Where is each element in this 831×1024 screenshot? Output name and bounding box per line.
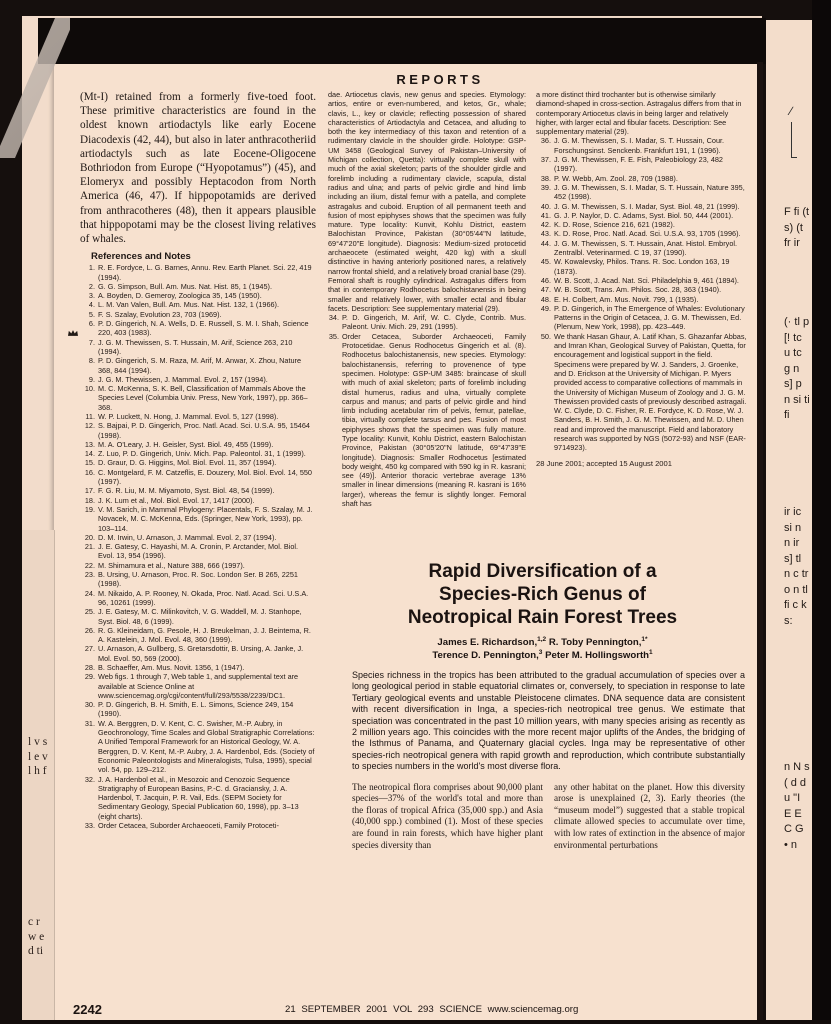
right-page-rule — [791, 122, 792, 158]
reference-number: 31. — [84, 718, 95, 728]
reference-number: 42. — [540, 220, 551, 230]
reference-number: 46. — [540, 275, 551, 285]
right-page-fragment-top: F fi (t s) (t fr ir — [784, 206, 810, 249]
reference-number: 12. — [84, 421, 95, 431]
reference-text: V. M. Sarich, in Mammal Phylogeny: Placentals, F. S. Szalay, M. J. Novacek, M. C. McKenna, Eds. (Springer, New York, 1993), pp. 103–114. — [98, 504, 313, 533]
reference-number: 18. — [84, 495, 95, 505]
reference-item — [80, 375, 316, 384]
reference-item — [536, 295, 748, 304]
page-number: 2242 — [73, 1002, 102, 1017]
reference-number: 43. — [540, 229, 551, 239]
reference-number: 26. — [84, 625, 95, 635]
reference-text: P. W. Webb, Am. Zool. 28, 709 (1988). — [554, 173, 678, 183]
reference-number: 27. — [84, 644, 95, 654]
reference-item — [536, 136, 748, 155]
reference-number: 24. — [84, 588, 95, 598]
reference-item — [328, 332, 526, 509]
reference-text: M. Shimamura et al., Nature 388, 666 (1997). — [98, 560, 245, 570]
article-body-left: The neotropical flora comprises about 90,000 plant species—37% of the world's total and more than the floras of tropical Africa (35,000 spp.) and Asia (40,000 spp.) combined (1). Most of these species are found in rain forests, which have higher plant species diversity than — [352, 781, 543, 850]
references-list-right — [536, 136, 748, 452]
page-gutter-edge — [757, 62, 763, 1024]
reference-number: 48. — [540, 294, 551, 304]
reference-text: G. G. Simpson, Bull. Am. Mus. Nat. Hist. 85, 1 (1945). — [98, 281, 272, 291]
reference-item — [80, 663, 316, 672]
crown-mark-icon — [68, 330, 78, 336]
author-name: James E. Richardson, — [437, 637, 538, 648]
reference-item — [80, 300, 316, 309]
reference-text: C. Montgelard, F. M. Catzeflis, E. Douzery, Mol. Biol. Evol. 14, 550 (1997). — [98, 467, 312, 487]
reference-item — [536, 211, 748, 220]
reference-item — [80, 468, 316, 487]
reference-text: W. B. Scott, Trans. Am. Philos. Soc. 28, 363 (1940). — [554, 285, 722, 295]
reference-item — [536, 183, 748, 202]
reference-text: W. A. Berggren, D. V. Kent, C. C. Swisher, M.-P. Aubry, in Geochronology, Time Scales and Global Stratigraphic Correlations: A Unified Temporal Framework for an Historical Geology, W. A. Berggren, D. V. Kent, M.-P. Aubry, J. A. Hardenbol, Eds. (Society of Economic Paleontologists and Mineralogists, Tulsa, 1995), special vol. 54, pp. 129–212. — [98, 718, 315, 775]
reference-text: A. Boyden, D. Gemeroy, Zoologica 35, 145 (1950). — [98, 291, 262, 301]
reference-text: J. E. Gatesy, M. C. Milinkovitch, V. G. Waddell, M. J. Stanhope, Syst. Biol. 48, 6 (1999). — [98, 607, 302, 626]
reference-text: P. D. Gingerich, N. A. Wells, D. E. Russell, S. M. I. Shah, Science 220, 403 (1983). — [98, 319, 309, 338]
reference-item — [536, 332, 748, 453]
reference-item — [536, 174, 748, 183]
reference-number: 49. — [540, 303, 551, 313]
reference-number: 21. — [84, 542, 95, 552]
reference-number: 15. — [84, 458, 95, 468]
reference-number: 45. — [540, 257, 551, 267]
reference-number: 14. — [84, 449, 95, 459]
reference-item — [80, 700, 316, 719]
reference-text: K. D. Rose, Proc. Natl. Acad. Sci. U.S.A. 93, 1705 (1996). — [554, 229, 741, 239]
author-name: Peter M. Hollingsworth — [545, 649, 650, 661]
reference-text: J. G. M. Thewissen, S. T. Hussain, Anat. Histol. Embryol. Zentralbl. Veterinarmed. C 19, 37 (1990). — [554, 238, 738, 258]
reference-item — [536, 220, 748, 229]
reference-number: 2. — [88, 281, 95, 291]
reference-item — [536, 202, 748, 211]
reference-item — [80, 719, 316, 775]
reference-item — [536, 285, 748, 294]
reference-item — [80, 291, 316, 300]
article-abstract: Species richness in the tropics has been attributed to the gradual accumulation of species over a long geological period in stable equatorial climates or, conversely, to speciation in response to late Tertiary geological events and unstable Pleistocene climates. DNA sequence data are consistent with recent diversification in Inga, a species-rich neotropical tree genus. We estimate that speciation was concentrated in the past 10 million years, with many species arising as recently as 2 million years ago. This coincides with the more recent major uplifts of the Andes, the bridging of the Isthmus of Panama, and Quaternary glacial cycles. Inga may be representative of other species-rich neotropical genera with rapid growth and reproduction, which contribute substantially to species numbers in the world's most diverse flora. — [352, 670, 745, 772]
reference-number: 25. — [84, 607, 95, 617]
article-block — [340, 560, 745, 851]
author-name: R. Toby Pennington, — [548, 637, 642, 648]
reference-text: J. A. Hardenbol et al., in Mesozoic and Cenozoic Sequence Stratigraphy of European Basins, P.-C. d. Graciansky, J. A. Hardenbol, T. Jacquin, P. R. Vail, Eds. (SEPM Society for Sedimentary Geology, Special Publication 60, 1998), pp. 3–13 (eight charts). — [98, 774, 299, 821]
reference-item — [536, 304, 748, 332]
left-column — [80, 90, 316, 830]
reference-item — [80, 384, 316, 412]
reference-text: Z. Luo, P. D. Gingerich, Univ. Mich. Pap. Paleontol. 31, 1 (1999). — [98, 449, 306, 459]
reference-item — [80, 421, 316, 440]
reference-item — [80, 775, 316, 821]
reference-text: K. D. Rose, Science 216, 621 (1982). — [554, 220, 675, 230]
reference-item — [80, 496, 316, 505]
reference-item — [80, 338, 316, 357]
article-title-line: Species-Rich Genus of — [439, 584, 646, 605]
reference-text: We thank Hasan Ghaur, A. Latif Khan, S. Ghazanfar Abbas, and Imran Khan, Geological Survey of Pakistan, Quetta, for encouragement and logistical support in the field. Specimens were prepared by W. J. Sanders, J. Groenke, and D. Erickson at the University of Michigan. P. Myers provided access to comparative collections of mammals in the University of Michigan Museum of Zoology and J. G. M. Thewissen provided casts of previously described astragali. W. C. Clyde, D. C. Fisher, R. E. Fordyce, K. D. Rose, W. J. Sanders, B. H. Smith, J. G. M. Thewissen, and M. D. Uhen read and improved the manuscript. Field and laboratory research was supported by NGS (5072-93) and NSF (EAR-9714923). — [554, 331, 747, 453]
reference-number: 22. — [84, 560, 95, 570]
middle-column-continuation: dae. Artiocetus clavis, new genus and species. Etymology: artios, entire or even-numbered, and ketos, Gr., whale; clavis, L., key or clavicle; reflecting possession of shared characteristics of Artiodactyla and Cetacea, and alluding to both the key intermediacy of this taxon and retention of a rudimentary clavicle in the shoulder girdle. Holotype: GSP-UM 3458 (Geological Survey of Pakistan–University of Michigan collection, Quetta): virtually complete skull with much of the axial skeleton; parts of the shoulder girdle and forelimb including a rudimentary clavicle, scapula, distal radius and ulna; and parts of pelvic girdle and hind limb including an ilium, distal femur with a patella, and complete astragalus and cuboid. Eruption of all permanent teeth and fusion of most epiphyses shows that the specimen was fully mature. Type locality: Kunvit, Kohlu District, eastern Balochistan Province, Pakistan (30°05'44"N latitude, 69°47'20"E longitude). Diagnosis: Medium-sized protocetid archaeocete (estimated weight, 420 kg) with a skull distinctive in having anteriorly positioned nares, a relatively narrow frontal shield, and a relatively broad cranial base (29). Femoral shaft is roughly cylindrical. Astragalus differs from that in contemporary Rodhocetus balochistanensis in being smaller and relatively lower, with smaller ectal and fibular facets. Description: See supplementary material (29). — [328, 90, 526, 313]
reference-text: W. P. Luckett, N. Hong, J. Mammal. Evol. 5, 127 (1998). — [98, 411, 279, 421]
reference-number: 50. — [540, 331, 551, 341]
reference-text: W. Kowalevsky, Philos. Trans. R. Soc. London 163, 19 (1873). — [554, 257, 730, 276]
reference-number: 8. — [88, 356, 95, 366]
reference-text: P. D. Gingerich, S. M. Raza, M. Arif, M. Anwar, X. Zhou, Nature 368, 844 (1994). — [98, 356, 302, 375]
reference-item — [80, 644, 316, 663]
reference-number: 32. — [84, 774, 95, 784]
reference-number: 9. — [88, 374, 95, 384]
reference-number: 17. — [84, 486, 95, 496]
reference-text: J. G. M. Thewissen, J. Mammal. Evol. 2, 157 (1994). — [98, 374, 268, 384]
reference-number: 39. — [540, 182, 551, 192]
right-column — [536, 90, 748, 468]
reference-number: 37. — [540, 155, 551, 165]
reference-text: M. A. O'Leary, J. H. Geisler, Syst. Biol. 49, 455 (1999). — [98, 439, 274, 449]
reference-text: G. J. P. Naylor, D. C. Adams, Syst. Biol. 50, 444 (2001). — [554, 210, 734, 220]
reference-item — [80, 607, 316, 626]
reference-number: 13. — [84, 439, 95, 449]
reference-item — [80, 542, 316, 561]
reference-text: P. D. Gingerich, B. H. Smith, E. L. Simons, Science 249, 154 (1990). — [98, 700, 294, 719]
reference-number: 6. — [88, 319, 95, 329]
references-title: References and Notes — [91, 251, 191, 263]
reference-text: R. G. Kleineidam, G. Pesole, H. J. Breukelman, J. J. Beintema, R. A. Kastelein, J. Mol. Evol. 48, 360 (1999). — [98, 625, 311, 645]
reference-number: 38. — [540, 173, 551, 183]
reference-text: U. Arnason, A. Gullberg, S. Gretarsdottir, B. Ursing, A. Janke, J. Mol. Evol. 50, 569 (2000). — [98, 644, 304, 663]
reference-item — [80, 486, 316, 495]
reference-item — [80, 310, 316, 319]
reference-text: L. M. Van Valen, Bull. Am. Mus. Nat. Hist. 132, 1 (1966). — [98, 300, 280, 310]
reference-number: 35. — [328, 331, 339, 341]
reference-number: 7. — [88, 337, 95, 347]
reference-number: 33. — [84, 821, 95, 831]
folded-page-text-upper: l v s l e v l h f — [28, 736, 48, 778]
section-header — [340, 72, 540, 87]
reference-text: P. D. Gingerich, M. Arif, W. C. Clyde, Contrib. Mus. Paleont. Univ. Mich. 29, 291 (1995). — [342, 313, 526, 332]
references-list-left — [80, 263, 316, 830]
reference-number: 19. — [84, 504, 95, 514]
reference-item — [80, 570, 316, 589]
reference-number: 41. — [540, 210, 551, 220]
reference-item — [80, 589, 316, 608]
reference-number: 40. — [540, 201, 551, 211]
reference-item — [80, 561, 316, 570]
page-footer: 21 SEPTEMBER 2001 VOL 293 SCIENCE www.sciencemag.org — [285, 1004, 579, 1015]
reference-number: 16. — [84, 467, 95, 477]
reference-text: J. G. M. Thewissen, S. I. Madar, S. T. Hussain, Nature 395, 452 (1998). — [554, 182, 745, 202]
reference-text: J. E. Gatesy, C. Hayashi, M. A. Cronin, P. Arctander, Mol. Biol. Evol. 13, 954 (1996). — [98, 542, 299, 561]
right-page-fragment-low: ir ic si n n ir s] tl n c tr o n tl fi c k s: — [784, 506, 809, 627]
reference-number: 20. — [84, 532, 95, 542]
reference-text: P. D. Gingerich, in The Emergence of Whales: Evolutionary Patterns in the Origin of Cetacea, J. G. M. Thewissen, Ed. (Plenum, New York, 1998), pp. 423–449. — [554, 303, 745, 332]
reference-number: 1. — [88, 263, 95, 273]
reference-number: 28. — [84, 663, 95, 672]
reference-text: E. H. Colbert, Am. Mus. Novit. 799, 1 (1935). — [554, 294, 699, 304]
reference-text: Web figs. 1 through 7, Web table 1, and supplemental text are available at Science Online at www.sciencemag.org/cgi/content/full/293/5538/2239/DC1. — [98, 672, 299, 700]
right-page-fragment-mid: (· tl p [! tc u tc g n s] p n si ti fi — [784, 316, 810, 421]
author-name: Terence D. Pennington, — [432, 649, 539, 661]
reference-text: D. M. Irwin, U. Arnason, J. Mammal. Evol. 2, 37 (1994). — [98, 532, 277, 542]
right-page-rule-tick — [791, 157, 797, 158]
author-affiliation: 3 — [538, 648, 543, 656]
reference-text: J. G. M. Thewissen, S. I. Madar, Syst. Biol. 48, 21 (1999). — [554, 201, 740, 211]
reference-text: F. S. Szalay, Evolution 23, 703 (1969). — [98, 309, 222, 319]
right-page-glyph: ∕ — [790, 104, 793, 118]
reference-text: J. G. M. Thewissen, S. T. Hussain, M. Arif, Science 263, 210 (1994). — [98, 337, 293, 356]
reference-number: 23. — [84, 570, 95, 580]
reference-text: F. G. R. Liu, M. M. Miyamoto, Syst. Biol. 48, 54 (1999). — [98, 486, 275, 496]
reference-item — [80, 626, 316, 645]
reference-item — [536, 239, 748, 258]
article-title-line: Neotropical Rain Forest Trees — [407, 607, 678, 628]
reference-text: Order Cetacea, Suborder Archaeoceti, Family Protoceti- — [98, 821, 279, 831]
reference-text: M. C. McKenna, S. K. Bell, Classification of Mammals Above the Species Level (Columbia Univ. Press, New York, 1997), pp. 366–368. — [98, 384, 308, 412]
reference-text: M. Nikaido, A. P. Rooney, N. Okada, Proc. Natl. Acad. Sci. U.S.A. 96, 10261 (1999). — [98, 588, 309, 607]
author-affiliation: 1 — [649, 648, 653, 656]
reference-number: 44. — [540, 238, 551, 248]
reference-text: R. E. Fordyce, L. G. Barnes, Annu. Rev. Earth Planet. Sci. 22, 419 (1994). — [98, 263, 312, 282]
reference-item — [80, 533, 316, 542]
reference-text: J. K. Lum et al., Mol. Biol. Evol. 17, 1417 (2000). — [98, 495, 255, 505]
reference-number: 3. — [88, 291, 95, 301]
right-page-fragment-bottom: n N s ( d d u "I E E C G • n — [784, 761, 810, 851]
reference-text: W. B. Scott, J. Acad. Nat. Sci. Philadelphia 9, 461 (1894). — [554, 275, 739, 285]
reference-text: Order Cetacea, Suborder Archaeoceti, Family Protocetidae. Genus Rodhocetus Gingerich et al. (8). Rodhocetus balochistanensis, new species. Etymology: balochistanensis, referring to provenence of type specimen. Holotype: GSP-UM 3485: braincase of skull with much of axial skeleton; parts of forelimb including distal humerus, radius and ulna, virtually complete carpus and manus; and parts of pelvic girdle and hind limb including acetabular rim of pelvis, femur, patellae, tibia, virtually complete tarsus and pes. Fusion of most epiphyses shows that the specimen was fully mature. Type locality: Kunvit, Kohlu District, eastern Balochistan Province, Pakistan (30°05'20"N latitude, 69°47'39"E longitude). Diagnosis: Smaller Rodhocetus [estimated body weight, 450 kg compared with 590 kg in R. kasrani; see (49)]. Anterior thoracic vertebrae average 13% smaller in linear dimensions (meaning R. kasrani is 16% larger), whereas the femur is slightly longer. Femoral shaft has — [342, 331, 526, 509]
reference-number: 30. — [84, 700, 95, 710]
reference-item — [80, 263, 316, 282]
reference-item — [328, 313, 526, 332]
reference-item — [80, 356, 316, 375]
reference-number: 34. — [328, 313, 339, 323]
bottom-shadow — [0, 1020, 831, 1024]
article-title-line: Rapid Diversification of a — [428, 561, 657, 582]
article-body-right: any other habitat on the planet. How this diversity arose is unexplained (2, 3). Early theories (the “museum model”) suggested that a stable tropical climate allowed species to accumulate over time, with low rates of extinction in the absence of major environmental perturbations — [554, 781, 745, 850]
reference-item — [536, 155, 748, 174]
reference-item — [536, 229, 748, 238]
reference-item — [80, 821, 316, 830]
reference-item — [80, 458, 316, 467]
right-shadow — [812, 0, 831, 1024]
author-list — [340, 637, 745, 662]
article-body — [352, 782, 745, 852]
reference-number: 47. — [540, 285, 551, 295]
folded-page-text-lower: c r w e d ti — [28, 916, 45, 958]
reference-item — [80, 412, 316, 421]
reference-number: 11. — [85, 411, 95, 421]
reference-number: 10. — [84, 384, 95, 394]
reference-text: B. Schaeffer, Am. Mus. Novit. 1356, 1 (1947). — [98, 663, 245, 672]
left-column-paragraph: (Mt-I) retained from a formerly five-toed foot. These primitive characteristics are found in the oldest known artiodactyls like early Eocene Diacodexis (42, 44), but also in later anthracotheriid artiodactyls such as late Eocene-Oligocene Bothriodon from Europe (“Hyopotamus”) (45), and Elomeryx and possibly Heptacodon from North America (46, 47). If hippopotamids are derived from anthracotheres (48), then it appears plausible that hippopotami may be the closest living relatives of whales. — [80, 91, 316, 246]
reference-text: S. Bajpai, P. D. Gingerich, Proc. Natl. Acad. Sci. U.S.A. 95, 15464 (1998). — [98, 421, 310, 440]
reference-item — [536, 276, 748, 285]
reference-item — [536, 257, 748, 276]
middle-column — [328, 90, 526, 508]
reference-item — [80, 505, 316, 533]
reference-number: 36. — [540, 136, 551, 146]
reference-number: 29. — [84, 672, 95, 682]
received-accepted-dates: 28 June 2001; accepted 15 August 2001 — [536, 458, 672, 468]
reference-text: J. G. M. Thewissen, F. E. Fish, Paleobiology 23, 482 (1997). — [554, 155, 723, 174]
reference-text: J. G. M. Thewissen, S. I. Madar, S. T. Hussain, Cour. Forschungsinst. Senckenb. Frankfurt 191, 1 (1996). — [554, 136, 725, 155]
references-list-middle — [328, 313, 526, 508]
reference-text: D. Graur, D. G. Higgins, Mol. Biol. Evol. 11, 357 (1994). — [98, 458, 277, 468]
reference-number: 5. — [88, 309, 95, 319]
author-affiliation: 1* — [641, 635, 648, 643]
reference-number: 4. — [88, 300, 95, 310]
reference-item — [80, 319, 316, 338]
section-header-label: REPORTS — [396, 72, 484, 87]
reference-item — [80, 282, 316, 291]
article-title — [340, 560, 745, 629]
page-top-black-bar — [38, 18, 766, 64]
right-column-continuation: a more distinct third trochanter but is otherwise similarly diamond-shaped in cross-section. Astragalus differs from that in contemporary Artiocetus clavis in being larger and relatively higher, with larger ectal and fibular facets. Description: See supplementary material (29). — [536, 90, 742, 137]
reference-item — [80, 440, 316, 449]
reference-item — [80, 672, 316, 700]
author-affiliation: 1,2 — [537, 635, 547, 643]
reference-text: B. Ursing, U. Arnason, Proc. R. Soc. London Ser. B 265, 2251 (1998). — [98, 570, 298, 589]
reference-item — [80, 449, 316, 458]
